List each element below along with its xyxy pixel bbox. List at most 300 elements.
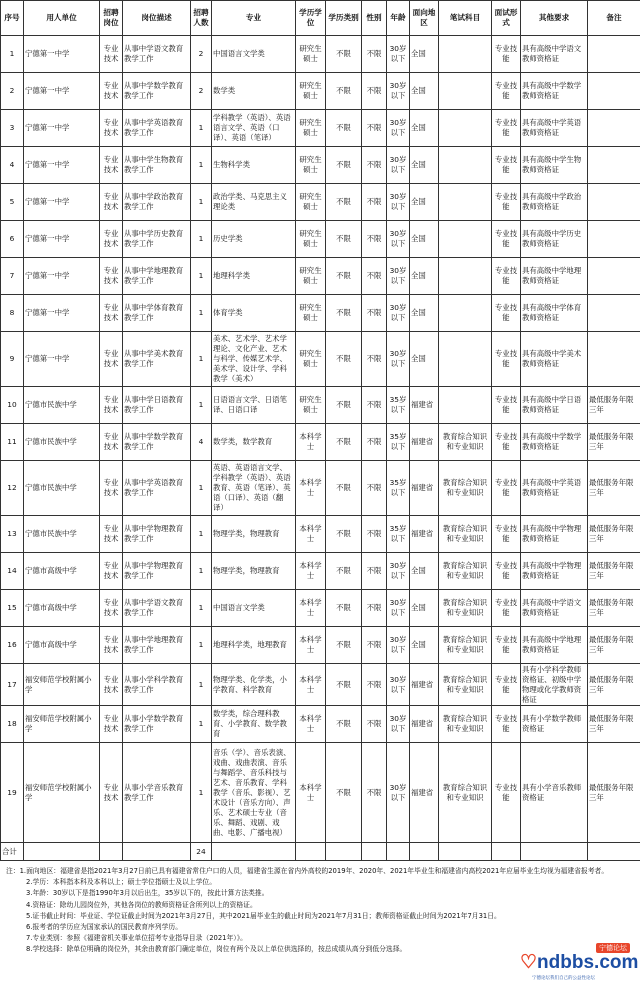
table-cell: 地理科学类 <box>212 258 296 295</box>
table-cell: 不限 <box>362 627 387 664</box>
table-cell: 专业技能 <box>492 221 521 258</box>
table-cell: 具有高级中学语文教师资格证 <box>521 590 588 627</box>
table-cell: 具有高级中学美术教师资格证 <box>521 332 588 387</box>
column-header: 年龄 <box>387 1 410 36</box>
heart-icon: ♡ <box>520 952 538 973</box>
table-cell: 从事中学英语教育教学工作 <box>123 461 191 516</box>
table-cell: 1 <box>191 627 212 664</box>
table-cell <box>588 184 640 221</box>
table-cell: 从事中学地理教育教学工作 <box>123 627 191 664</box>
table-cell: 专业技能 <box>492 147 521 184</box>
table-cell: 本科学士 <box>296 664 326 706</box>
column-header: 岗位描述 <box>123 1 191 36</box>
table-cell: 具有高级中学日语教师资格证 <box>521 387 588 424</box>
table-cell <box>588 73 640 110</box>
table-cell: 本科学士 <box>296 743 326 843</box>
table-cell: 从事中学数学教育教学工作 <box>123 73 191 110</box>
table-cell: 美术、艺术学、艺术学理论、文化产业、艺术与科学、传媒艺术学、美术学、设计学、学科教学（美术） <box>212 332 296 387</box>
table-cell <box>326 843 362 861</box>
table-cell: 不限 <box>362 590 387 627</box>
table-cell: 专业技能 <box>492 110 521 147</box>
table-cell: 全国 <box>410 627 439 664</box>
table-cell: 35岁以下 <box>387 387 410 424</box>
table-cell: 全国 <box>410 184 439 221</box>
table-cell <box>492 843 521 861</box>
table-cell: 不限 <box>326 73 362 110</box>
table-cell: 不限 <box>326 516 362 553</box>
table-row <box>1 221 640 258</box>
table-cell: 30岁以下 <box>387 706 410 743</box>
table-cell <box>439 36 492 73</box>
table-cell: 全国 <box>410 110 439 147</box>
column-header: 面向地区 <box>410 1 439 36</box>
column-header: 学历学位 <box>296 1 326 36</box>
table-cell: 具有高级中学历史教师资格证 <box>521 221 588 258</box>
table-cell: 18 <box>1 706 24 743</box>
table-cell: 不限 <box>326 387 362 424</box>
table-cell: 最低服务年限三年 <box>588 553 640 590</box>
table-cell: 研究生硕士 <box>296 221 326 258</box>
table-cell: 数学类 <box>212 73 296 110</box>
table-cell: 教育综合知识和专业知识 <box>439 424 492 461</box>
table-row <box>1 627 640 664</box>
table-cell: 从事中学语文教育教学工作 <box>123 590 191 627</box>
table-cell: 地理科学类，地理教育 <box>212 627 296 664</box>
column-header: 学历类别 <box>326 1 362 36</box>
table-cell: 中国语言文学类 <box>212 36 296 73</box>
table-cell: 专业技能 <box>492 36 521 73</box>
table-cell: 最低服务年限三年 <box>588 424 640 461</box>
table-cell <box>362 843 387 861</box>
column-header: 序号 <box>1 1 24 36</box>
table-cell: 物理学类、化学类，小学教育、科学教育 <box>212 664 296 706</box>
table-cell: 专业技能 <box>492 706 521 743</box>
table-cell: 专业技能 <box>492 461 521 516</box>
table-cell: 宁德第一中学 <box>24 110 100 147</box>
table-cell: 具有高级中学数学教师资格证 <box>521 73 588 110</box>
table-cell <box>521 843 588 861</box>
table-cell: 从事小学科学教育教学工作 <box>123 664 191 706</box>
table-cell: 不限 <box>362 147 387 184</box>
table-cell: 不限 <box>326 295 362 332</box>
table-cell: 不限 <box>362 706 387 743</box>
table-cell: 研究生硕士 <box>296 332 326 387</box>
table-cell: 专业技能 <box>492 516 521 553</box>
table-cell: 具有高级中学政治教师资格证 <box>521 184 588 221</box>
table-cell: 不限 <box>326 332 362 387</box>
table-cell: 从事中学英语教育教学工作 <box>123 110 191 147</box>
table-cell: 从事中学语文教育教学工作 <box>123 36 191 73</box>
table-cell: 宁德市高级中学 <box>24 590 100 627</box>
table-cell: 1 <box>191 110 212 147</box>
column-header: 招聘人数 <box>191 1 212 36</box>
table-cell: 从事中学历史教育教学工作 <box>123 221 191 258</box>
table-cell <box>100 843 123 861</box>
table-cell: 1 <box>191 461 212 516</box>
table-cell: 福建省 <box>410 706 439 743</box>
table-cell: 1 <box>191 147 212 184</box>
table-cell <box>588 332 640 387</box>
table-cell: 本科学士 <box>296 516 326 553</box>
table-cell: 不限 <box>326 627 362 664</box>
table-cell: 体育学类 <box>212 295 296 332</box>
table-cell: 30岁以下 <box>387 590 410 627</box>
table-cell <box>439 110 492 147</box>
table-row <box>1 516 640 553</box>
table-cell: 30岁以下 <box>387 258 410 295</box>
table-cell: 专业技能 <box>492 627 521 664</box>
table-cell: 1 <box>191 516 212 553</box>
total-count: 24 <box>191 843 212 861</box>
table-cell: 教育综合知识和专业知识 <box>439 743 492 843</box>
table-cell: 全国 <box>410 147 439 184</box>
table-cell: 物理学类，物理教育 <box>212 553 296 590</box>
table-cell: 1 <box>191 743 212 843</box>
table-cell: 不限 <box>326 36 362 73</box>
table-cell: 7 <box>1 258 24 295</box>
table-cell: 2 <box>1 73 24 110</box>
table-cell: 不限 <box>362 110 387 147</box>
table-cell: 专业技能 <box>492 743 521 843</box>
table-cell: 本科学士 <box>296 706 326 743</box>
table-cell: 生物科学类 <box>212 147 296 184</box>
table-cell: 不限 <box>362 516 387 553</box>
table-cell: 2 <box>191 73 212 110</box>
table-cell: 福安师范学校附属小学 <box>24 706 100 743</box>
table-cell: 福安师范学校附属小学 <box>24 664 100 706</box>
table-cell <box>439 147 492 184</box>
table-cell: 宁德第一中学 <box>24 258 100 295</box>
table-cell: 专业技术 <box>100 221 123 258</box>
table-cell: 1 <box>191 387 212 424</box>
table-cell: 具有高级中学体育教师资格证 <box>521 295 588 332</box>
table-cell: 从事小学数学教育教学工作 <box>123 706 191 743</box>
table-cell: 中国语言文学类 <box>212 590 296 627</box>
table-cell: 政治学类、马克思主义理论类 <box>212 184 296 221</box>
table-cell: 从事中学政治教育教学工作 <box>123 184 191 221</box>
table-cell: 专业技术 <box>100 73 123 110</box>
table-cell: 专业技能 <box>492 73 521 110</box>
table-cell: 从事小学音乐教育教学工作 <box>123 743 191 843</box>
table-cell: 专业技术 <box>100 516 123 553</box>
table-cell: 1 <box>191 295 212 332</box>
table-row <box>1 110 640 147</box>
table-cell: 不限 <box>362 73 387 110</box>
table-cell: 本科学士 <box>296 627 326 664</box>
table-cell: 从事中学地理教育教学工作 <box>123 258 191 295</box>
table-cell: 宁德第一中学 <box>24 184 100 221</box>
table-cell: 研究生硕士 <box>296 36 326 73</box>
table-cell: 具有小学数学教师资格证 <box>521 706 588 743</box>
table-cell: 1 <box>191 332 212 387</box>
table-cell: 英语、英语语言文学、学科教学（英语）、英语教育、英语（笔译）、英语（口译）、英语（翻译） <box>212 461 296 516</box>
table-row <box>1 73 640 110</box>
table-cell: 13 <box>1 516 24 553</box>
table-cell <box>439 295 492 332</box>
column-header: 性别 <box>362 1 387 36</box>
table-cell: 从事中学物理教育教学工作 <box>123 553 191 590</box>
table-cell: 专业技术 <box>100 258 123 295</box>
table-cell: 具有高级中学英语教师资格证 <box>521 110 588 147</box>
table-cell: 宁德市民族中学 <box>24 387 100 424</box>
table-row <box>1 184 640 221</box>
table-cell: 福建省 <box>410 664 439 706</box>
table-cell: 17 <box>1 664 24 706</box>
table-cell: 30岁以下 <box>387 184 410 221</box>
table-cell: 福建省 <box>410 461 439 516</box>
table-cell: 宁德第一中学 <box>24 73 100 110</box>
table-cell: 不限 <box>326 110 362 147</box>
column-header: 招聘岗位 <box>100 1 123 36</box>
table-cell: 专业技术 <box>100 743 123 843</box>
table-cell: 教育综合知识和专业知识 <box>439 461 492 516</box>
table-cell: 专业技术 <box>100 590 123 627</box>
table-cell: 35岁以下 <box>387 424 410 461</box>
table-cell <box>439 221 492 258</box>
table-cell: 1 <box>1 36 24 73</box>
column-header: 用人单位 <box>24 1 100 36</box>
table-cell: 福建省 <box>410 516 439 553</box>
table-cell: 1 <box>191 184 212 221</box>
table-cell: 从事中学物理教育教学工作 <box>123 516 191 553</box>
table-header <box>1 1 640 36</box>
table-cell: 宁德第一中学 <box>24 147 100 184</box>
table-cell <box>588 110 640 147</box>
table-cell: 学科教学（英语）、英语语言文学、英语（口译）、英语（笔译） <box>212 110 296 147</box>
table-row <box>1 424 640 461</box>
table-cell: 具有高级中学地理教师资格证 <box>521 627 588 664</box>
table-cell: 不限 <box>362 553 387 590</box>
table-cell: 30岁以下 <box>387 332 410 387</box>
table-cell: 从事中学数学教育教学工作 <box>123 424 191 461</box>
table-cell: 全国 <box>410 73 439 110</box>
table-cell: 16 <box>1 627 24 664</box>
table-cell: 宁德第一中学 <box>24 36 100 73</box>
table-cell: 专业技术 <box>100 295 123 332</box>
table-cell: 研究生硕士 <box>296 110 326 147</box>
table-cell: 30岁以下 <box>387 743 410 843</box>
table-cell: 30岁以下 <box>387 627 410 664</box>
table-cell: 4 <box>191 424 212 461</box>
table-cell: 11 <box>1 424 24 461</box>
table-cell <box>212 843 296 861</box>
table-cell <box>296 843 326 861</box>
table-cell: 1 <box>191 258 212 295</box>
table-cell: 不限 <box>326 424 362 461</box>
table-cell: 宁德第一中学 <box>24 295 100 332</box>
table-cell: 9 <box>1 332 24 387</box>
table-cell: 19 <box>1 743 24 843</box>
table-cell: 最低服务年限三年 <box>588 743 640 843</box>
table-cell: 专业技术 <box>100 553 123 590</box>
table-cell: 专业技能 <box>492 553 521 590</box>
table-cell: 1 <box>191 553 212 590</box>
note-item: 3.年龄：30岁以下是指1990年3月以后出生，35岁以下的，按此计算方法类推。 <box>26 889 269 898</box>
table-row <box>1 743 640 843</box>
table-cell: 本科学士 <box>296 461 326 516</box>
table-cell <box>588 295 640 332</box>
table-cell: 专业技术 <box>100 627 123 664</box>
table-cell: 30岁以下 <box>387 36 410 73</box>
table-cell: 最低服务年限三年 <box>588 461 640 516</box>
note-item: 7.专业类别：参照《福建省机关事业单位招考专业指导目录（2021年）》。 <box>26 934 247 943</box>
note-item: 4.资格证：除幼儿园岗位外，其他各岗位的教师资格证含所列以上的资格证。 <box>26 900 257 909</box>
table-cell: 专业技能 <box>492 184 521 221</box>
table-cell: 教育综合知识和专业知识 <box>439 664 492 706</box>
table-cell <box>387 843 410 861</box>
table-cell: 不限 <box>326 461 362 516</box>
table-cell: 专业技能 <box>492 258 521 295</box>
column-header: 其他要求 <box>521 1 588 36</box>
table-cell: 从事中学生物教育教学工作 <box>123 147 191 184</box>
table-cell <box>439 73 492 110</box>
table-cell: 专业技术 <box>100 424 123 461</box>
table-cell: 从事中学日语教育教学工作 <box>123 387 191 424</box>
table-cell: 本科学士 <box>296 590 326 627</box>
table-row <box>1 553 640 590</box>
table-cell: 不限 <box>326 184 362 221</box>
table-row <box>1 706 640 743</box>
watermark-logo <box>520 944 639 984</box>
table-cell: 不限 <box>326 553 362 590</box>
table-cell: 35岁以下 <box>387 461 410 516</box>
table-cell: 1 <box>191 221 212 258</box>
table-cell: 专业技能 <box>492 664 521 706</box>
table-cell: 具有高级中学地理教师资格证 <box>521 258 588 295</box>
table-cell: 宁德市民族中学 <box>24 424 100 461</box>
table-cell: 不限 <box>326 147 362 184</box>
table-cell: 具有小学音乐教师资格证 <box>521 743 588 843</box>
table-cell: 数学类，综合理科教育、小学教育、数学教育 <box>212 706 296 743</box>
table-row <box>1 664 640 706</box>
table-cell: 全国 <box>410 221 439 258</box>
table-cell: 3 <box>1 110 24 147</box>
table-cell: 全国 <box>410 258 439 295</box>
table-cell: 宁德市高级中学 <box>24 553 100 590</box>
table-cell: 专业技术 <box>100 332 123 387</box>
table-cell: 5 <box>1 184 24 221</box>
table-cell: 本科学士 <box>296 553 326 590</box>
table-row <box>1 461 640 516</box>
table-cell: 最低服务年限三年 <box>588 664 640 706</box>
table-row <box>1 147 640 184</box>
note-item: 2.学历：本科指本科及本科以上；硕士学位指硕士及以上学位。 <box>26 878 216 887</box>
table-cell: 福建省 <box>410 424 439 461</box>
table-cell <box>588 258 640 295</box>
table-cell: 福安师范学校附属小学 <box>24 743 100 843</box>
table-cell: 专业技术 <box>100 706 123 743</box>
table-cell: 不限 <box>362 36 387 73</box>
table-cell: 不限 <box>326 743 362 843</box>
table-cell: 全国 <box>410 295 439 332</box>
table-cell: 专业技能 <box>492 295 521 332</box>
table-cell: 研究生硕士 <box>296 295 326 332</box>
table-cell <box>439 332 492 387</box>
table-cell: 研究生硕士 <box>296 387 326 424</box>
table-cell: 历史学类 <box>212 221 296 258</box>
table-cell: 宁德第一中学 <box>24 221 100 258</box>
table-cell: 不限 <box>362 664 387 706</box>
table-cell: 具有高级中学数学教师资格证 <box>521 424 588 461</box>
table-cell: 不限 <box>326 590 362 627</box>
table-cell: 不限 <box>362 258 387 295</box>
column-header: 面试形式 <box>492 1 521 36</box>
table-cell: 10 <box>1 387 24 424</box>
table-cell: 教育综合知识和专业知识 <box>439 706 492 743</box>
table-cell: 最低服务年限三年 <box>588 627 640 664</box>
table-cell: 物理学类，物理教育 <box>212 516 296 553</box>
table-cell: 具有高级中学英语教师资格证 <box>521 461 588 516</box>
table-cell: 14 <box>1 553 24 590</box>
watermark-tag: 宁德论坛 <box>596 943 630 953</box>
table-cell: 专业技术 <box>100 110 123 147</box>
table-cell: 音乐（学）、音乐表演、戏曲、戏曲表演、音乐与舞蹈学、音乐科技与艺术、音乐教育、学科教学（音乐、影视）、艺术设计（音乐方向）、声乐、艺术硕士专业（音乐、舞蹈、戏剧、戏曲、电影、广播电视） <box>212 743 296 843</box>
table-cell: 研究生硕士 <box>296 184 326 221</box>
table-cell: 全国 <box>410 36 439 73</box>
table-cell: 教育综合知识和专业知识 <box>439 516 492 553</box>
table-cell: 不限 <box>362 461 387 516</box>
table-cell: 最低服务年限三年 <box>588 590 640 627</box>
table-cell: 1 <box>191 706 212 743</box>
table-cell: 30岁以下 <box>387 147 410 184</box>
table-cell: 30岁以下 <box>387 110 410 147</box>
table-cell: 全国 <box>410 553 439 590</box>
column-header: 专业 <box>212 1 296 36</box>
table-cell: 具有小学科学教师资格证、初级中学物理或化学教师资格证 <box>521 664 588 706</box>
table-cell: 宁德第一中学 <box>24 332 100 387</box>
table-cell: 专业技能 <box>492 590 521 627</box>
table-cell: 35岁以下 <box>387 516 410 553</box>
table-row <box>1 258 640 295</box>
table-cell: 数学类，数学教育 <box>212 424 296 461</box>
table-cell: 专业技术 <box>100 184 123 221</box>
note-item: 注：1.面向地区：福建省是指2021年3月27日前已具有福建省常住户口的人员，福建省生源在省内外高校的2019年、2020年、2021年毕业生和福建省内高校2021年应届毕业生均视为福建省报考者。 <box>6 867 609 875</box>
note-item: 5.证书截止时间：毕业证、学位证截止时间为2021年3月27日，其中2021届毕业生的截止时间为2021年7月31日；教师资格证截止时间为2021年7月31日。 <box>26 911 501 920</box>
table-cell: 不限 <box>326 258 362 295</box>
table-cell: 宁德市民族中学 <box>24 461 100 516</box>
table-cell: 教育综合知识和专业知识 <box>439 553 492 590</box>
table-cell <box>588 221 640 258</box>
notes <box>6 866 636 956</box>
table-cell: 专业技术 <box>100 461 123 516</box>
column-header: 笔试科目 <box>439 1 492 36</box>
table-cell: 不限 <box>362 424 387 461</box>
table-cell: 不限 <box>362 295 387 332</box>
table-cell: 不限 <box>362 743 387 843</box>
table-cell: 全国 <box>410 590 439 627</box>
table-cell: 不限 <box>362 184 387 221</box>
table-cell: 最低服务年限三年 <box>588 387 640 424</box>
table-cell: 福建省 <box>410 387 439 424</box>
table-cell: 具有高级中学生物教师资格证 <box>521 147 588 184</box>
table-cell <box>588 147 640 184</box>
table-cell: 全国 <box>410 332 439 387</box>
table-cell: 具有高级中学物理教师资格证 <box>521 553 588 590</box>
table-cell: 12 <box>1 461 24 516</box>
table-cell: 研究生硕士 <box>296 258 326 295</box>
table-cell <box>588 36 640 73</box>
table-cell: 1 <box>191 664 212 706</box>
watermark-slogan: 宁德论坛我们自己的公益性论坛 <box>532 976 595 981</box>
table-cell: 15 <box>1 590 24 627</box>
table-cell: 从事中学体育教育教学工作 <box>123 295 191 332</box>
table-cell: 1 <box>191 590 212 627</box>
table-cell: 本科学士 <box>296 424 326 461</box>
column-header: 备注 <box>588 1 640 36</box>
table-cell: 教育综合知识和专业知识 <box>439 627 492 664</box>
table-row <box>1 590 640 627</box>
table-cell: 30岁以下 <box>387 73 410 110</box>
